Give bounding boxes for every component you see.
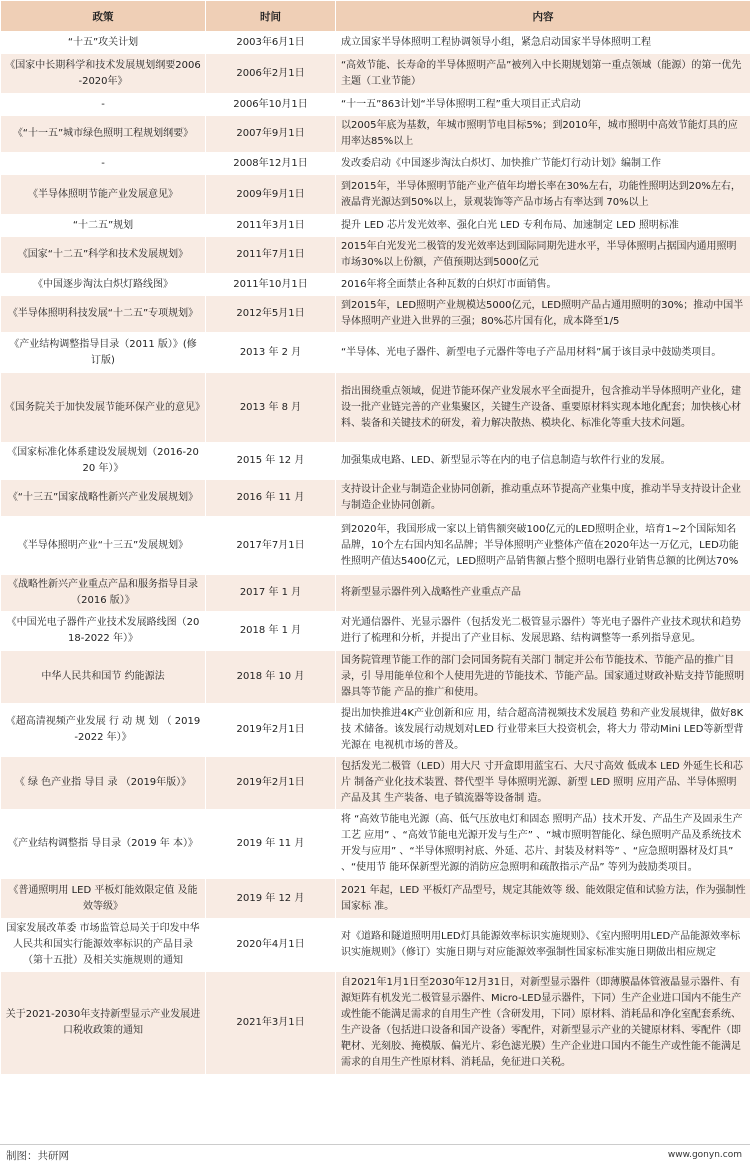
policy-cell: - <box>1 94 206 116</box>
time-cell: 2007年9月1日 <box>206 116 336 153</box>
table-row <box>1 333 750 373</box>
policy-cell: 《普通照明用 LED 平板灯能效限定值 及能效等级》 <box>1 879 206 919</box>
time-cell: 2011年3月1日 <box>206 215 336 237</box>
policy-cell: 《国家标准化体系建设发展规划（2016-2020 年）》 <box>1 443 206 480</box>
table-row <box>1 32 750 54</box>
table-row <box>1 480 750 517</box>
content-cell: 指出围绕重点领域，促进节能环保产业发展水平全面提升，包含推动半导体照明产业化，建设一批产业链完善的产业集聚区，关键生产设备、重要原材料实现本地化配套；加快核心材料、装备和关键技术的研发，着力解决散热、模块化、标准化等重大技术问题。 <box>336 373 750 443</box>
time-cell: 2013 年 8 月 <box>206 373 336 443</box>
policy-cell: 《半导体照明科技发展“十二五”专项规划》 <box>1 296 206 333</box>
time-cell: 2020年4月1日 <box>206 919 336 972</box>
policy-cell: 《国家中长期科学和技术发展规划纲要2006-2020年》 <box>1 54 206 94</box>
content-cell: 2021 年起，LED 平板灯产品型号，规定其能效等 级、能效限定值和试验方法，作为强制性国家标 准。 <box>336 879 750 919</box>
policy-cell: 《国家“十二五”科学和技术发展规划》 <box>1 237 206 274</box>
time-cell: 2008年12月1日 <box>206 153 336 175</box>
table-row <box>1 704 750 757</box>
time-cell: 2003年6月1日 <box>206 32 336 54</box>
policy-cell: 《半导体照明产业“十三五”发展规划》 <box>1 517 206 575</box>
source-credit: 制图：共研网 <box>6 1148 69 1163</box>
content-cell: 发改委启动《中国逐步淘汰白炽灯、加快推广节能灯行动计划》编制工作 <box>336 153 750 175</box>
time-cell: 2019 年 12 月 <box>206 879 336 919</box>
time-cell: 2019年2月1日 <box>206 704 336 757</box>
policy-cell: 《中国逐步淘汰白炽灯路线图》 <box>1 274 206 296</box>
time-cell: 2011年7月1日 <box>206 237 336 274</box>
table-row <box>1 175 750 215</box>
content-cell: 对《道路和隧道照明用LED灯具能源效率标识实施规则》、《室内照明用LED产品能源效率标识实施规则》（修订）实施日期与对应能源效率强制性国家标准实施日期做出相应规定 <box>336 919 750 972</box>
content-cell: 支持设计企业与制造企业协同创新，推动重点环节提高产业集中度，推动半导支持设计企业与制造企业协同创新。 <box>336 480 750 517</box>
policy-cell: 《产业结构调整指 导目录（2019 年 本）》 <box>1 810 206 879</box>
table-row <box>1 919 750 972</box>
table-row <box>1 443 750 480</box>
time-cell: 2013 年 2 月 <box>206 333 336 373</box>
content-cell: “十一五”863计划“半导体照明工程”重大项目正式启动 <box>336 94 750 116</box>
time-cell: 2018 年 1 月 <box>206 612 336 651</box>
content-cell: 自2021年1月1日至2030年12月31日，对新型显示器件（即薄膜晶体管液晶显示器件、有源矩阵有机发光二极管显示器件、Micro-LED显示器件，下同）生产企业进口国内不能生产或性能不能满足需求的自用生产性（含研发用，下同）原材料、消耗品和净化室配套系统、生产设备（包括进口设备和国产设备）零配件，对新型显示产业的关键原材料、零配件（即靶材、光刻胶、掩模版、偏光片、彩色滤光膜）生产企业进口国内不能生产或性能不能满足需求的自用生产性原材料、消耗品，免征进口关税。 <box>336 972 750 1075</box>
footer <box>0 1144 750 1166</box>
policy-cell: 《战略性新兴产业重点产品和服务指导目录（2016 版）》 <box>1 575 206 612</box>
time-cell: 2015 年 12 月 <box>206 443 336 480</box>
policy-cell: - <box>1 153 206 175</box>
content-cell: 国务院管理节能工作的部门会同国务院有关部门 制定并公布节能技术、节能产品的推广目录，引 导用能单位和个人使用先进的节能技术、节能产品。国家通过财政补贴支持节能照明器具等节能 产品的推广和使用。 <box>336 651 750 704</box>
table-row <box>1 651 750 704</box>
content-cell: 提升 LED 芯片发光效率、强化白光 LED 专利布局、加速制定 LED 照明标准 <box>336 215 750 237</box>
table-row <box>1 575 750 612</box>
table-row <box>1 215 750 237</box>
table-row <box>1 972 750 1075</box>
header-time: 时间 <box>206 1 336 32</box>
policy-cell: 《国务院关于加快发展节能环保产业的意见》 <box>1 373 206 443</box>
time-cell: 2019 年 11 月 <box>206 810 336 879</box>
content-cell: 对光通信器件、光显示器件（包括发光二极管显示器件）等光电子器件产业技术现状和趋势进行了梳理和分析，并提出了产业目标、发展思路、结构调整等一系列指导意见。 <box>336 612 750 651</box>
content-cell: 到2015年，半导体照明节能产业产值年均增长率在30%左右，功能性照明达到20%左右，液晶背光源达到50%以上，景观装饰等产品市场占有率达到 70%以上 <box>336 175 750 215</box>
policy-cell: “十五”攻关计划 <box>1 32 206 54</box>
policy-cell: 《“十三五”国家战略性新兴产业发展规划》 <box>1 480 206 517</box>
policy-cell: 《中国光电子器件产业技术发展路线图（2018-2022 年）》 <box>1 612 206 651</box>
time-cell: 2006年2月1日 <box>206 54 336 94</box>
content-cell: “半导体、光电子器件、新型电子元器件等电子产品用材料”属于该目录中鼓励类项目。 <box>336 333 750 373</box>
header-policy: 政策 <box>1 1 206 32</box>
policy-cell: 《半导体照明节能产业发展意见》 <box>1 175 206 215</box>
table-row <box>1 373 750 443</box>
table-row <box>1 810 750 879</box>
content-cell: 包括发光二极管（LED）用大尺 寸开盒即用蓝宝石、大尺寸高效 低成本 LED 外延生长和芯片 制备产业化技术装置、替代型半 导体照明光源、新型 LED 照明 应用产品、半导体照明产品及其 生产装备、电子镇流器等设备制 造。 <box>336 757 750 810</box>
content-cell: 提出加快推进4K产业创新和应 用，结合超高清视频技术发展趋 势和产业发展规律，做好8K技 术储备。该发展行动规划对LED 行业带来巨大投资机会，将大力 带动Mini LED等新型背光源在 电视机市场的普及。 <box>336 704 750 757</box>
time-cell: 2009年9月1日 <box>206 175 336 215</box>
content-cell: 到2020年，我国形成一家以上销售额突破100亿元的LED照明企业，培育1~2个国际知名品牌，10个左右国内知名品牌；半导体照明产业整体产值在2020年达一万亿元，LED功能性照明产值达5400亿元，LED照明产品销售额占整个照明电器行业销售总额的比例达70% <box>336 517 750 575</box>
table-row <box>1 116 750 153</box>
table-row <box>1 237 750 274</box>
time-cell: 2012年5月1日 <box>206 296 336 333</box>
time-cell: 2017 年 1 月 <box>206 575 336 612</box>
content-cell: “高效节能、长寿命的半导体照明产品”被列入中长期规划第一重点领域（能源）的第一优先主题（工业节能） <box>336 54 750 94</box>
table-row <box>1 757 750 810</box>
policy-cell: 国家发展改革委 市场监管总局关于印发中华人民共和国实行能源效率标识的产品目录（第十五批）及相关实施规则的通知 <box>1 919 206 972</box>
table-row <box>1 612 750 651</box>
policy-cell: 《“十一五”城市绿色照明工程规划纲要》 <box>1 116 206 153</box>
header-content: 内容 <box>336 1 750 32</box>
content-cell: 将 “高效节能电光源（高、低气压放电灯和固态 照明产品）技术开发、产品生产及固汞生产工艺 应用” 、“高效节能电光源开发与生产” 、“城市照明智能化、绿色照明产品及系统技术开发与应用” 、“半导体照明衬底、外延、芯片、封装及材料等” 、“应急照明器材及灯具” 、“使用节 能环保新型光源的消防应急照明和疏散指示产品” 等列为鼓励类项目。 <box>336 810 750 879</box>
time-cell: 2018 年 10 月 <box>206 651 336 704</box>
policy-cell: 关于2021-2030年支持新型显示产业发展进口税收政策的通知 <box>1 972 206 1075</box>
time-cell: 2016 年 11 月 <box>206 480 336 517</box>
table-row <box>1 153 750 175</box>
policy-cell: “十二五”规划 <box>1 215 206 237</box>
policy-cell: 《产业结构调整指导目录（2011 版）》(修订版) <box>1 333 206 373</box>
policy-cell: 《 绿 色产业指 导目 录 （2019年版）》 <box>1 757 206 810</box>
time-cell: 2011年10月1日 <box>206 274 336 296</box>
website-label: www.gonyn.com <box>668 1150 742 1160</box>
table-body <box>1 32 750 1075</box>
table-row <box>1 879 750 919</box>
table-row <box>1 517 750 575</box>
time-cell: 2006年10月1日 <box>206 94 336 116</box>
content-cell: 成立国家半导体照明工程协调领导小组，紧急启动国家半导体照明工程 <box>336 32 750 54</box>
content-cell: 到2015年，LED照明产业规模达5000亿元，LED照明产品占通用照明的30%；推动中国半导体照明产业进入世界的三强；80%芯片国有化，成本降至1/5 <box>336 296 750 333</box>
content-cell: 2015年白光发光二极管的发光效率达到国际同期先进水平，半导体照明占据国内通用照明市场30%以上份额，产值预期达到5000亿元 <box>336 237 750 274</box>
content-cell: 将新型显示器件列入战略性产业重点产品 <box>336 575 750 612</box>
time-cell: 2019年2月1日 <box>206 757 336 810</box>
content-cell: 加强集成电路、LED、新型显示等在内的电子信息制造与软件行业的发展。 <box>336 443 750 480</box>
policy-cell: 《超高清视频产业发展 行 动 规 划 （ 2019-2022 年）》 <box>1 704 206 757</box>
time-cell: 2021年3月1日 <box>206 972 336 1075</box>
table-row <box>1 274 750 296</box>
content-cell: 2016年将全面禁止各种瓦数的白炽灯市面销售。 <box>336 274 750 296</box>
table-row <box>1 296 750 333</box>
time-cell: 2017年7月1日 <box>206 517 336 575</box>
table-row <box>1 54 750 94</box>
content-cell: 以2005年底为基数，年城市照明节电目标5%；到2010年，城市照明中高效节能灯具的应用率达85%以上 <box>336 116 750 153</box>
policy-cell: 中华人民共和国节 约能源法 <box>1 651 206 704</box>
table-header-row <box>1 1 750 32</box>
table-row <box>1 94 750 116</box>
